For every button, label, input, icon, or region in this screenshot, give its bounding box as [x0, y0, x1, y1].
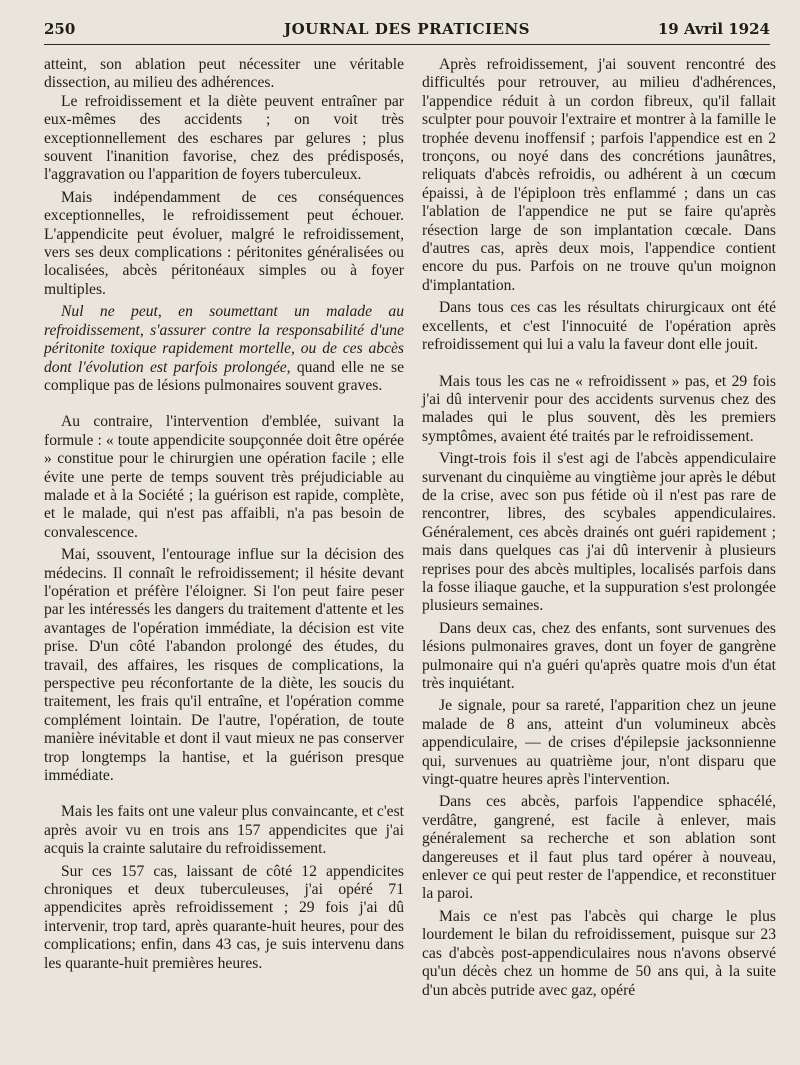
paragraph-tail: quand elle ne se complique pas de lésions pulmonaires souvent graves. [44, 358, 404, 394]
paragraph: Dans tous ces cas les résultats chirurgicaux ont été excellents, et c'est l'innocuité de l'opération après refroidissement qui lui a valu la faveur dont elle jouit. [422, 299, 776, 354]
paragraph: Vingt-trois fois il s'est agi de l'abcès appendiculaire survenant du cinquième au vingtième jour après le début de la crise, avec son pus fétide où il n'est pas rare de rencontrer, libres, des scybales appendiculaires. Généralement, ces abcès drainés ont guéri rapidement ; mais dans quelques cas j'ai dû intervenir à plusieurs reprises pour des abcès multiples, localisés parfois dans la fosse iliaque gauche, et la suppuration s'est prolongée plusieurs semaines. [422, 450, 776, 615]
issue-date: 19 Avril 1924 [657, 20, 770, 38]
page-header [44, 14, 770, 45]
left-column [44, 56, 404, 1056]
paragraph: Dans deux cas, chez des enfants, sont survenues des lésions pulmonaires graves, dont un foyer de gangrène pulmonaire qui n'a guéri qu'après quatre mois d'un état très inquiétant. [422, 619, 776, 692]
paragraph: Mais les faits ont une valeur plus convaincante, et c'est après avoir vu en trois ans 157 appendicites que j'ai acquis la crainte salutaire du refroidissement. [44, 803, 404, 858]
paragraph: Dans ces abcès, parfois l'appendice sphacélé, verdâtre, gangrené, est facile à enlever, mais généralement sa recherche et son ablation sont dangereuses et il faut plus tard opérer à nouveau, enlever ce qui peut rester de l'appendice, et reconstituer la paroi. [422, 793, 776, 903]
paragraph: Mais indépendamment de ces conséquences exceptionnelles, le refroidissement peut échouer. L'appendicite peut évoluer, malgré le refroidissement, vers ses deux complications : péritonites généralisées ou localisées, abcès péritonéaux simples ou à foyer multiples. [44, 188, 404, 298]
italic-emphasis: Nul ne peut, en soumettant un malade au refroidissement, s'assurer contre la responsabilité d'une péritonite toxique rapidement mortelle, ou de ces abcès dont l'évolution est parfois prolongée, [44, 303, 404, 376]
paragraph: Mais ce n'est pas l'abcès qui charge le plus lourdement le bilan du refroidissement, puisque sur 23 cas d'abcès post-appendiculaires nous n'avons observé qu'un décès chez un homme de 50 ans qui, à la suite d'un abcès putride avec gaz, opéré [422, 907, 776, 999]
paragraph: Après refroidissement, j'ai souvent rencontré des difficultés pour retrouver, au milieu d'adhérences, l'appendice réduit à un cordon fibreux, qu'il fallait sculpter pour pouvoir l'extraire et montrer à la famille le trophée devenu inoffensif ; parfois l'appendice est en 2 tronçons, ou noyé dans des concrétions jaunâtres, reliquats d'abcès refroidis, ou adhérent à un cœcum épaissi, à de l'épiploon très enflammé ; dans un cas l'ablation de l'appendice ne put se faire qu'après résection large de son implantation cœcale. Dans d'autres cas, après deux mois, l'appendice contient encore du pus. Parfois on ne trouve qu'un moignon d'implantation. [422, 56, 776, 294]
page-number: 250 [44, 20, 76, 38]
paragraph: Mai, ssouvent, l'entourage influe sur la décision des médecins. Il connaît le refroidissement; il hésite devant l'opération et préfère l'éloigner. Si l'on peut faire peser par les intéressés les dangers du traitement d'attente et les avantages de l'opération immédiate, la décision est vite prise. D'un côté l'abandon prolongé des études, du travail, des affaires, les risques de complications, la perspective peu réconfortante de la diète, les soucis du traitement, les frais qu'il entraîne, et l'opération comme complément lointain. De l'autre, l'opération, de toute manière inévitable et dont il vaut mieux ne pas conserver trop longtemps la hantise, et la guérison presque immédiate. [44, 546, 404, 785]
paragraph: atteint, son ablation peut nécessiter une véritable dissection, au milieu des adhérences. [44, 56, 404, 92]
paragraph: Au contraire, l'intervention d'emblée, suivant la formule : « toute appendicite soupçonnée doit être opérée » constitue pour le chirurgien une opération facile ; elle évite une perte de temps souvent très préjudiciable au malade et à la Société ; la guérison est rapide, complète, et le malade, qui n'est pas affaibli, n'a pas besoin de convalescence. [44, 413, 404, 541]
paragraph: Le refroidissement et la diète peuvent entraîner par eux-mêmes des accidents ; on voit très exceptionnellement des eschares par gelures ; plus souvent l'inanition favorise, chez des prédisposés, l'aggravation ou l'apparition de foyers tuberculeux. [44, 92, 404, 184]
paragraph: Je signale, pour sa rareté, l'apparition chez un jeune malade de 8 ans, atteint d'un volumineux abcès appendiculaire, — de crises d'épilepsie jacksonnienne qui, survenues au quatrième jour, n'ont disparu que vingt-quatre heures après l'intervention. [422, 697, 776, 789]
journal-title: JOURNAL DES PRATICIENS [284, 20, 530, 38]
paragraph: Sur ces 157 cas, laissant de côté 12 appendicites chroniques et deux tuberculeuses, j'ai opéré 71 appendicites après refroidissement ; 29 fois j'ai dû intervenir, trop tard, après quarante-huit heures, pour des complications; enfin, dans 43 cas, je suis intervenu dans les quarante-huit premières heures. [44, 862, 404, 972]
paragraph [44, 303, 404, 395]
paragraph: Mais tous les cas ne « refroidissent » pas, et 29 fois j'ai dû intervenir pour des accidents survenus chez des malades qui le plus souvent, dès les premiers symptômes, avaient été traités par le refroidissement. [422, 372, 776, 445]
right-column [422, 56, 776, 1056]
